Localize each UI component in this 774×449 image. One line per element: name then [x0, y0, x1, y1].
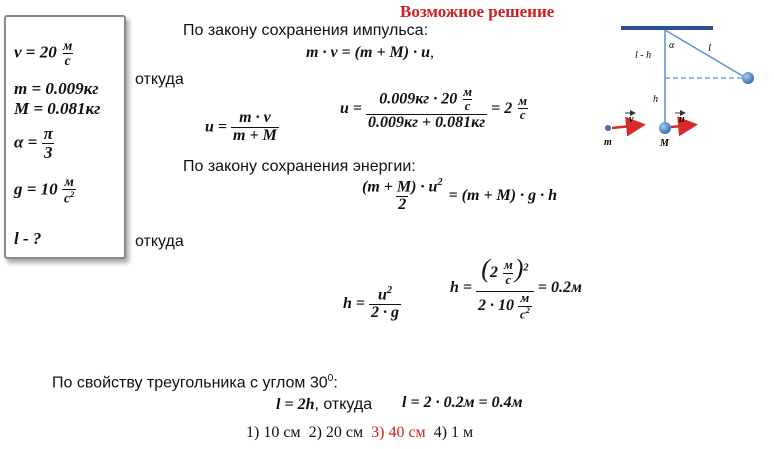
energy-equation: $\frac{(m + M) \cdot u^2}{2}$ = (m + M) · g · h [362, 177, 558, 214]
velocity-arrow-u [671, 125, 693, 127]
answer-option-4: 4) 1 м [433, 424, 474, 441]
label-l-minus-h: l - h [635, 50, 652, 61]
given-g: g = 10 $\frac{м}{с^2}$ [14, 174, 75, 206]
given-v: v = 20 $\frac{м}{с}$ [14, 38, 73, 69]
solution-title: Возможное решение [400, 2, 555, 21]
answer-option-2: 2) 20 см [308, 424, 364, 441]
answer-options [246, 424, 473, 442]
ball-M [659, 122, 671, 134]
h-formula: h = $\frac{u^2}{2 \cdot g}$ [343, 285, 400, 322]
deflected-rod [665, 30, 746, 78]
answer-option-1: 1) 10 см [246, 424, 301, 441]
bullet-m [605, 125, 611, 131]
triangle-equation: l = 2h, откуда [276, 396, 373, 413]
answer-option-3-correct: 3) 40 см [371, 424, 426, 441]
momentum-whence: откуда [135, 71, 184, 88]
momentum-equation: m · v = (m + M) · u, [306, 44, 435, 61]
label-alpha: α [669, 40, 675, 51]
ball-deflected [742, 72, 754, 84]
energy-whence: откуда [135, 233, 184, 250]
given-find: l - ? [14, 229, 42, 248]
given-data-panel [4, 15, 126, 259]
velocity-arrow-v [612, 125, 641, 128]
h-numeric: h = (2 $\frac{м}{с}$ )$^2$ 2 · 10 $\frac{м}{с^2}$ = 0.2м [450, 254, 582, 321]
label-l: l [708, 42, 712, 54]
label-M: M [660, 138, 669, 149]
momentum-heading: По закону сохранения импульса: [183, 22, 429, 39]
u-numeric: u = 0.009кг · 20 $\frac{м}{с}$ 0.009кг + 0.081кг = 2 $\frac{м}{с}$ [340, 85, 528, 131]
triangle-heading: По свойству треугольника с углом $30^0$: [52, 373, 338, 392]
label-m: m [604, 137, 612, 148]
label-h: h [653, 94, 658, 105]
given-m: m = 0.009кг [14, 79, 99, 98]
triangle-result: l = 2 · 0.2м = 0.4м [402, 394, 523, 411]
given-alpha: α = $\frac{\pi}{3}$ [14, 124, 53, 162]
u-formula: u = $\frac{m \cdot v}{m + M}$ [205, 109, 277, 144]
label-v: v [629, 114, 634, 125]
pendulum-diagram [595, 18, 765, 158]
given-M: M = 0.081кг [14, 99, 101, 118]
label-u: u [679, 114, 685, 125]
energy-heading: По закону сохранения энергии: [183, 158, 416, 175]
